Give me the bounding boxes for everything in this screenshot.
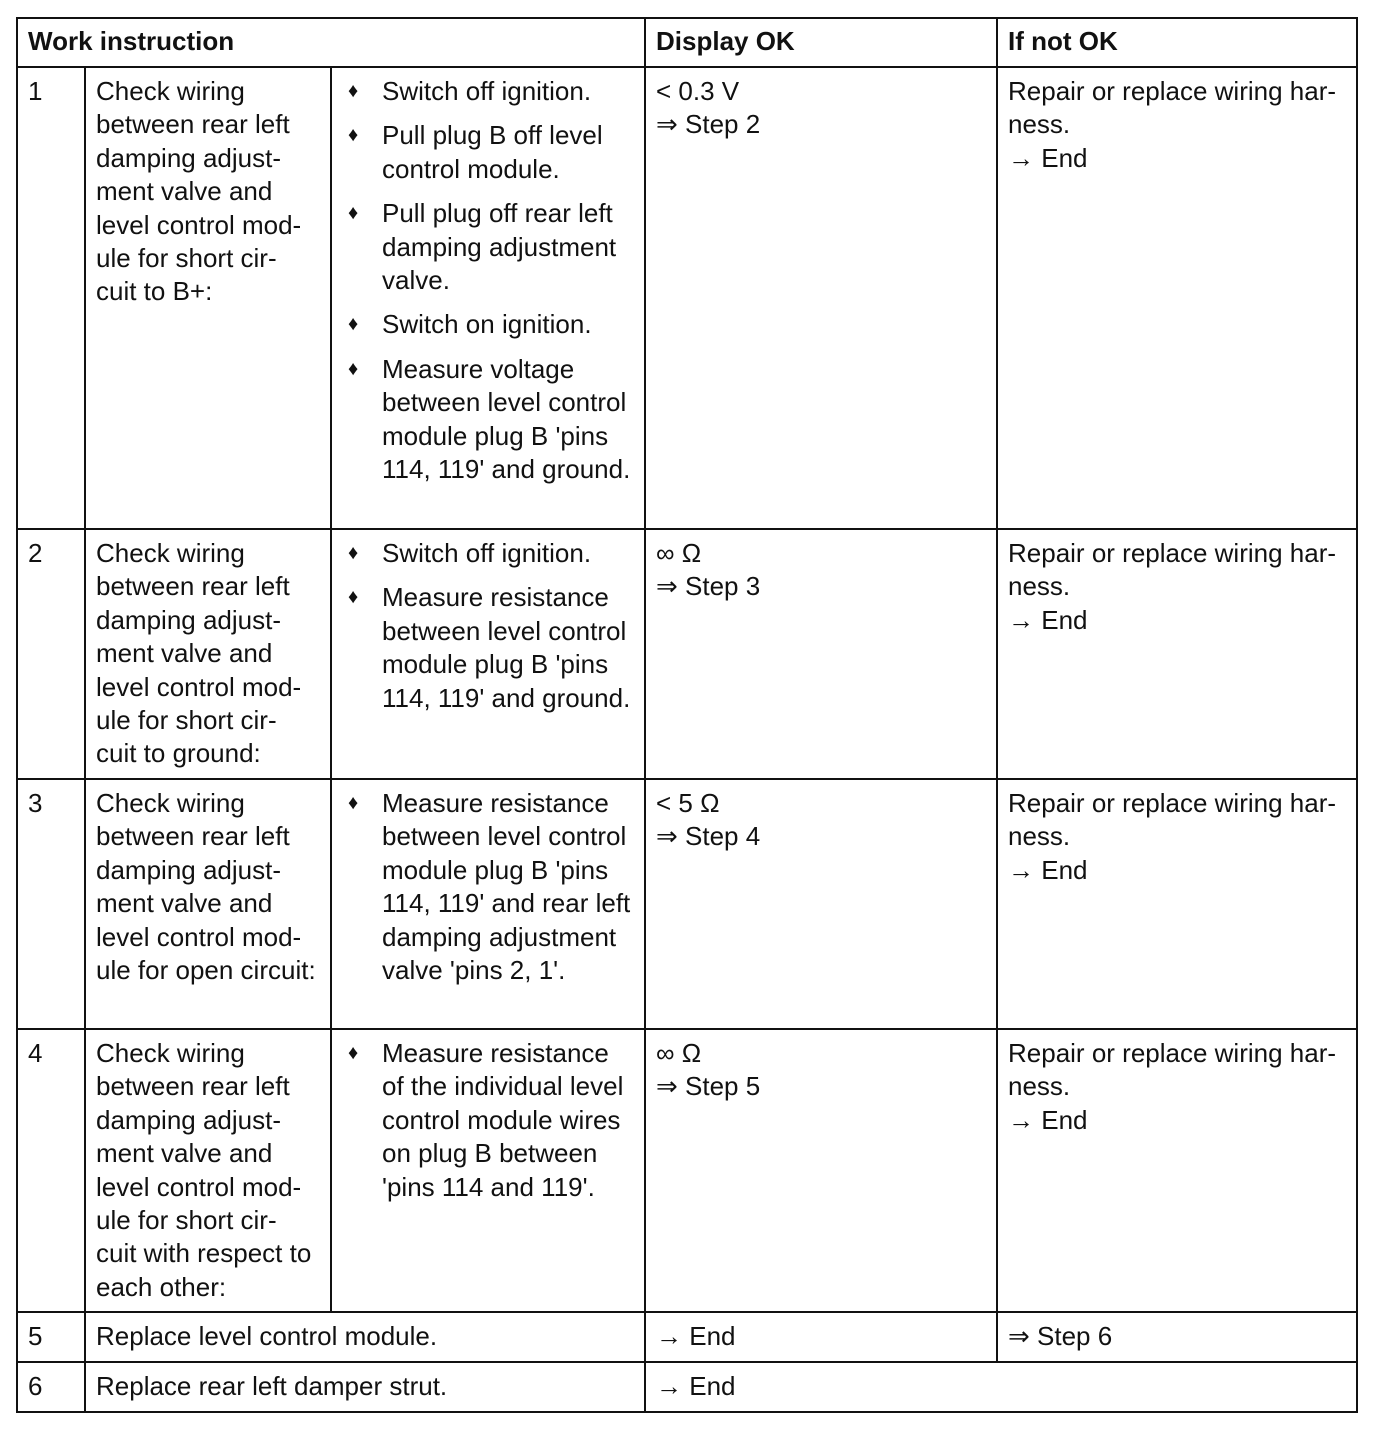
check-line: damping adjust- <box>96 604 281 635</box>
procedure-item <box>342 353 636 487</box>
if-not-ok-line: Repair or replace wiring har- <box>1008 788 1337 818</box>
diamond-bullet-icon: ♦ <box>348 586 359 609</box>
diamond-bullet-icon: ♦ <box>348 313 359 336</box>
diamond-bullet-icon: ♦ <box>348 542 359 564</box>
diamond-bullet-icon: ♦ <box>348 124 359 147</box>
if-not-ok-line: Repair or replace wiring har- <box>1008 538 1337 568</box>
procedure-item <box>342 197 636 297</box>
table-row-2 <box>17 529 1357 779</box>
check-line: between rear left <box>96 109 290 140</box>
check-line: level control mod- <box>96 921 302 952</box>
check-description <box>85 529 331 779</box>
display-ok-line: ⇒ Step 3 <box>656 571 761 602</box>
procedure-item <box>342 1037 636 1204</box>
check-line: damping adjust- <box>96 854 281 885</box>
procedure-steps <box>331 67 645 529</box>
procedure-item <box>342 119 636 186</box>
procedure-item <box>342 537 636 570</box>
procedure-text: Measure voltage between level control module plug B 'pins 114, 119' and ground. <box>382 353 631 485</box>
check-line: damping adjust- <box>96 1104 281 1135</box>
if-not-ok-line: ness. <box>1008 1071 1071 1102</box>
if-not-ok-line: Repair or replace wiring har- <box>1008 76 1337 106</box>
procedure-item <box>342 787 636 987</box>
procedure-text: Pull plug off rear left damping adjustment valve. <box>382 198 617 296</box>
step-number: 4 <box>17 1029 85 1312</box>
diamond-bullet-icon: ♦ <box>348 1042 359 1064</box>
check-line: each other: <box>96 1271 227 1302</box>
step-instruction: Replace level control module. <box>85 1312 645 1362</box>
display-ok-line: ∞ Ω <box>656 538 702 568</box>
procedure-text: Measure resistance of the individual level control module wires on plug B between 'pins 114 and 119'. <box>382 1038 624 1202</box>
procedure-text: Switch on ignition. <box>382 309 592 340</box>
procedure-list <box>342 787 636 987</box>
header-work-instruction: Work instruction <box>17 18 645 67</box>
if-not-ok-line: → End <box>1008 854 1088 885</box>
procedure-steps <box>331 1029 645 1312</box>
if-not-ok-line: Repair or replace wiring har- <box>1008 1038 1337 1068</box>
if-not-ok-line: → End <box>1008 142 1088 173</box>
diamond-bullet-icon: ♦ <box>348 202 359 225</box>
table-row-4 <box>17 1029 1357 1312</box>
check-line: Check wiring <box>96 1038 245 1068</box>
procedure-list <box>342 1037 636 1204</box>
procedure-text: Pull plug B off level control module. <box>382 120 603 184</box>
check-line: ule for short cir- <box>96 243 277 274</box>
if-not-ok-line: → End <box>1008 604 1088 635</box>
procedure-text: Switch off ignition. <box>382 76 592 106</box>
if-not-ok-cell <box>997 529 1357 779</box>
procedure-steps <box>331 529 645 779</box>
table-row-6 <box>17 1362 1357 1412</box>
if-not-ok-line: ness. <box>1008 109 1071 140</box>
if-not-ok-cell <box>997 67 1357 529</box>
display-ok-cell <box>645 67 997 529</box>
step-number: 3 <box>17 779 85 1029</box>
display-ok-line: ⇒ Step 5 <box>656 1071 761 1102</box>
if-not-ok-cell <box>997 779 1357 1029</box>
display-ok-line: ⇒ Step 2 <box>656 109 761 140</box>
check-line: ule for short cir- <box>96 705 277 736</box>
check-line: level control mod- <box>96 671 302 702</box>
step-instruction: Replace rear left damper strut. <box>85 1362 645 1412</box>
step-number: 5 <box>17 1312 85 1362</box>
check-line: ment valve and <box>96 638 273 669</box>
check-line: level control mod- <box>96 209 302 240</box>
check-description <box>85 779 331 1029</box>
diamond-bullet-icon: ♦ <box>348 357 359 380</box>
step-number: 6 <box>17 1362 85 1412</box>
procedure-text: Switch off ignition. <box>382 538 592 568</box>
display-ok-cell <box>645 779 997 1029</box>
display-ok-line: ∞ Ω <box>656 1038 702 1068</box>
display-ok-cell: → End <box>645 1362 1357 1412</box>
check-line: between rear left <box>96 1071 290 1102</box>
step-number: 1 <box>17 67 85 529</box>
procedure-text: Measure resistance between level control module plug B 'pins 114, 119' and rear left damping adjustment valve 'pins 2, 1'. <box>382 788 631 986</box>
display-ok-cell <box>645 529 997 779</box>
check-line: level control mod- <box>96 1171 302 1202</box>
check-line: ment valve and <box>96 888 273 919</box>
table-row-5 <box>17 1312 1357 1362</box>
display-ok-line: ⇒ Step 4 <box>656 821 761 852</box>
work-instruction-table <box>16 17 1358 1413</box>
header-display-ok: Display OK <box>645 18 997 67</box>
check-description <box>85 1029 331 1312</box>
if-not-ok-line: → End <box>1008 1104 1088 1135</box>
table-row-3 <box>17 779 1357 1029</box>
if-not-ok-line: ness. <box>1008 571 1071 602</box>
check-line: Check wiring <box>96 538 245 568</box>
check-line: ule for open circuit: <box>96 955 316 986</box>
procedure-item <box>342 308 636 341</box>
check-line: ule for short cir- <box>96 1205 277 1236</box>
procedure-steps <box>331 779 645 1029</box>
if-not-ok-cell: ⇒ Step 6 <box>997 1312 1357 1362</box>
procedure-list <box>342 75 636 486</box>
check-description <box>85 67 331 529</box>
diamond-bullet-icon: ♦ <box>348 792 359 814</box>
check-line: cuit to ground: <box>96 738 261 769</box>
procedure-list <box>342 537 636 715</box>
header-if-not-ok: If not OK <box>997 18 1357 67</box>
check-line: Check wiring <box>96 76 245 106</box>
header-row <box>17 18 1357 67</box>
procedure-text: Measure resistance between level control module plug B 'pins 114, 119' and ground. <box>382 582 631 713</box>
step-number: 2 <box>17 529 85 779</box>
check-line: ment valve and <box>96 1138 273 1169</box>
check-line: ment valve and <box>96 176 273 207</box>
check-line: between rear left <box>96 571 290 602</box>
check-line: cuit to B+: <box>96 276 213 307</box>
check-line: cuit with respect to <box>96 1238 312 1269</box>
if-not-ok-line: ness. <box>1008 821 1071 852</box>
if-not-ok-cell <box>997 1029 1357 1312</box>
table-row-1 <box>17 67 1357 529</box>
check-line: damping adjust- <box>96 142 281 173</box>
display-ok-line: < 0.3 V <box>656 76 740 106</box>
diamond-bullet-icon: ♦ <box>348 80 359 102</box>
display-ok-line: < 5 Ω <box>656 788 720 818</box>
procedure-item <box>342 581 636 715</box>
display-ok-cell <box>645 1029 997 1312</box>
procedure-item <box>342 75 636 108</box>
check-line: between rear left <box>96 821 290 852</box>
display-ok-cell: → End <box>645 1312 997 1362</box>
check-line: Check wiring <box>96 788 245 818</box>
